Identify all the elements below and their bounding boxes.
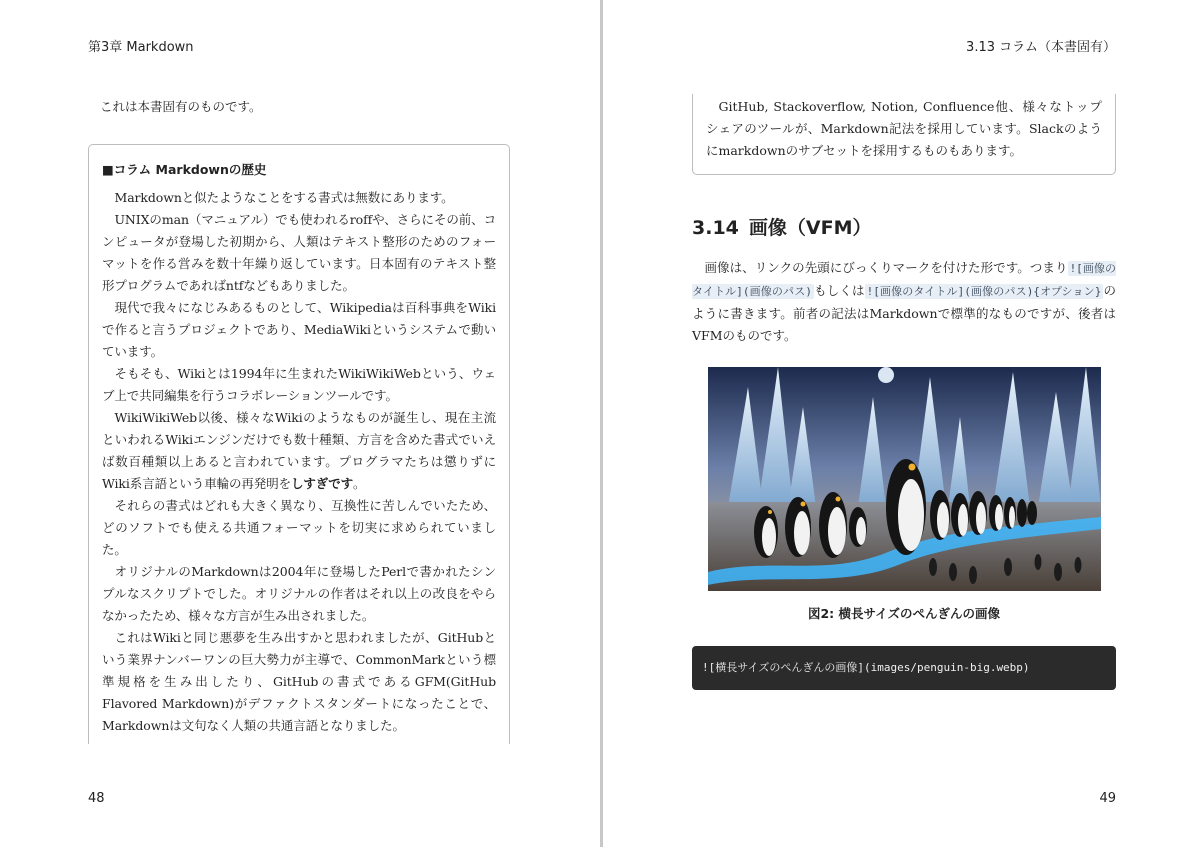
column-text: 。 [353, 476, 366, 491]
column-paragraph: それらの書式はどれも大きく異なり、互換性に苦しんでいたため、どのソフトでも使える共通フォーマットを切実に求められていました。 [102, 498, 496, 557]
inline-code: ![画像のタイトル](画像のパス) [692, 262, 1116, 298]
page-number-left: 48 [88, 791, 105, 806]
column-paragraph: 現代で我々になじみあるものとして、Wikipediaは百科事典をWikiで作ると言うプロジェクトであり、MediaWikiというシステムで動いています。 [102, 300, 496, 359]
column-continuation-box [692, 94, 1116, 175]
column-paragraph: これはWikiと同じ悪夢を生み出すかと思われましたが、GitHubという業界ナンバーワンの巨大勢力が主導で、CommonMarkという標準規格を生み出したり、GitHubの書式であるGFM(GitHub Flavored Markdown)がデファクトスタンダートになったことで、Markdownは文句なく人類の共通言語となりました。 [102, 630, 496, 733]
column-text: WikiWikiWeb以後、様々なWikiのようなものが誕生し、現在主流といわれるWikiエンジンだけでも数十種類、方言を含めた書式でいえば数百種類以上あると言われています。プログラマたちは懲りずにWiki系言語という車輪の再発明を [102, 410, 496, 491]
penguin-image [708, 367, 1101, 591]
code-block: ![横長サイズのぺんぎんの画像](images/penguin-big.webp) [692, 646, 1116, 690]
column-paragraph [102, 407, 496, 495]
column-paragraph: UNIXのman（マニュアル）でも使われるroffや、さらにその前、コンピュータが登場した初期から、人類はテキスト整形のためのフォーマットを作る営みを数十年繰り返しています。日本固有のテキスト整形プログラムであればntfなどもありました。 [102, 212, 496, 293]
section-title: 画像（VFM） [748, 217, 872, 239]
page-number-right: 49 [1099, 791, 1116, 806]
right-page [603, 0, 1200, 847]
text: 画像は、リンクの先頭にびっくりマークを付けた形です。つまり [704, 260, 1068, 275]
column-paragraph: そもそも、Wikiとは1994年に生まれたWikiWikiWebという、ウェブ上で共同編集を行うコラボレーションツールです。 [102, 366, 496, 403]
strong-text: しすぎです [291, 476, 354, 491]
body-text [692, 257, 1116, 347]
running-head-right: 3.13 コラム（本書固有） [966, 40, 1116, 55]
section-heading [692, 213, 871, 240]
body-paragraph [692, 257, 1116, 347]
section-number: 3.14 [692, 217, 739, 239]
running-head-left: 第3章 Markdown [88, 40, 194, 55]
column-box [88, 144, 510, 744]
column-paragraph: Markdownと似たようなことをする書式は無数にあります。 [114, 190, 454, 205]
column-paragraph: オリジナルのMarkdownは2004年に登場したPerlで書かれたシンプルなスクリプトでした。オリジナルの作者はそれ以上の改良をやらなかったため、様々な方言が生み出されました。 [102, 564, 496, 623]
text: のように書きます。前者の記法はMarkdownで標準的なものですが、後者はVFMのものです。 [692, 283, 1116, 343]
intro-text: これは本書固有のものです。 [100, 99, 262, 114]
column-title: ■コラム Markdownの歴史 [102, 162, 267, 177]
inline-code: ![画像のタイトル](画像のパス){オプション} [866, 285, 1102, 298]
text: もしくは [813, 283, 865, 298]
figure-caption: 図2: 横長サイズのぺんぎんの画像 [807, 606, 1001, 621]
column-paragraph: GitHub, Stackoverflow, Notion, Confluence他、様々なトップシェアのツールが、Markdown記法を採用しています。Slackのようにmarkdownのサブセットを採用するものもあります。 [706, 99, 1102, 158]
